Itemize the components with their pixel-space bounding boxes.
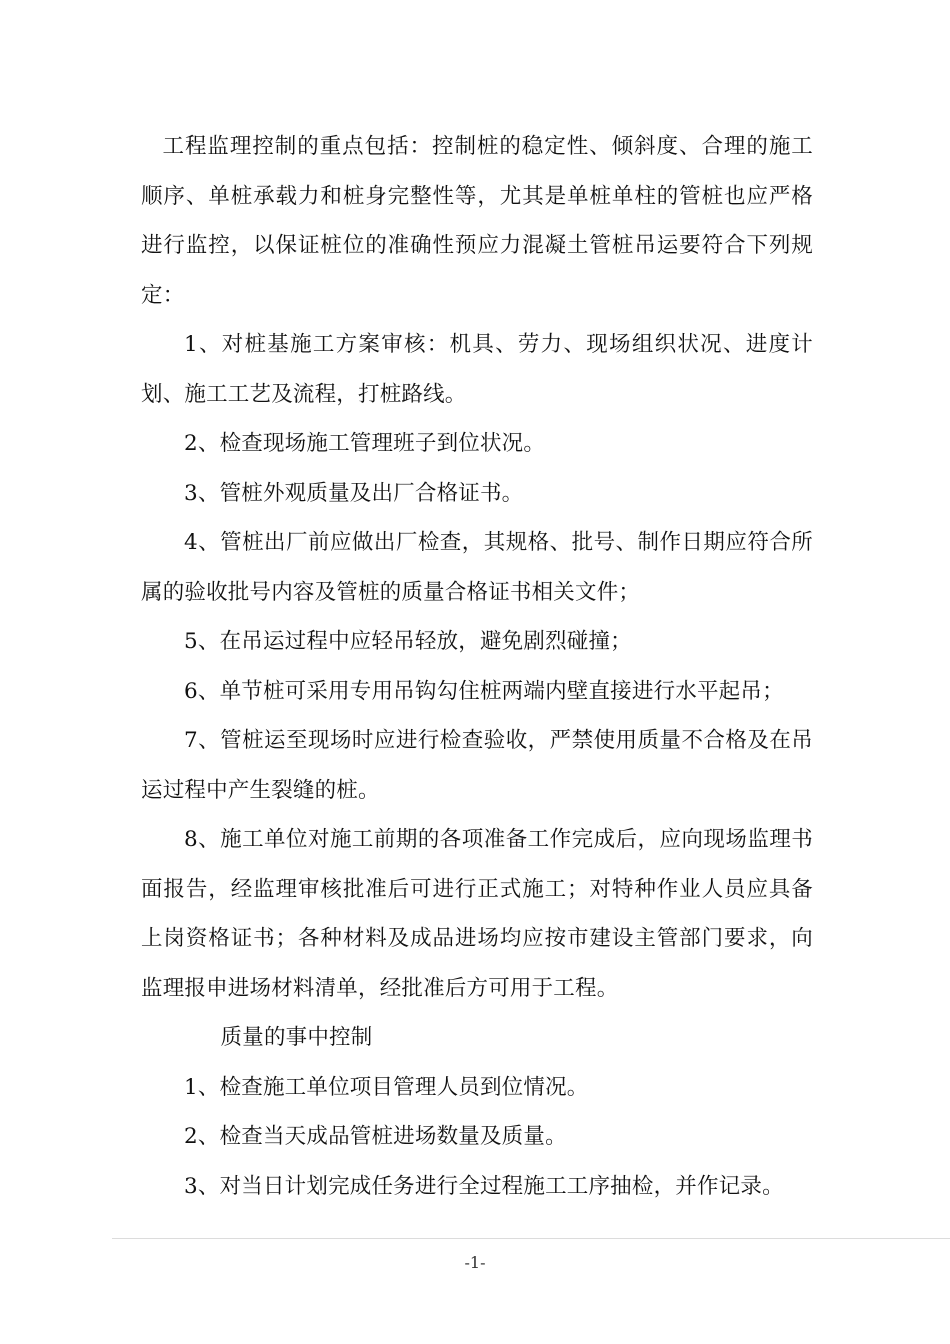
paragraph-item-7: 7、管桩运至现场时应进行检查验收，严禁使用质量不合格及在吊运过程中产生裂缝的桩。	[141, 728, 813, 803]
paragraph-item-5: 5、在吊运过程中应轻吊轻放，避免剧烈碰撞；	[184, 629, 632, 654]
paragraph-item-3: 3、管桩外观质量及出厂合格证书。	[184, 480, 524, 506]
footer-divider	[112, 1238, 950, 1239]
paragraph-item-1: 1、对桩基施工方案审核：机具、劳力、现场组织状况、进度计划、施工工艺及流程，打桩路线。	[141, 332, 813, 407]
paragraph-step-3: 3、对当日计划完成任务进行全过程施工工序抽检，并作记录。	[184, 1173, 784, 1199]
document-body	[141, 122, 813, 1211]
section-heading: 质量的事中控制	[220, 1025, 373, 1050]
paragraph-item-6: 6、单节桩可采用专用吊钩勾住桩两端内壁直接进行水平起吊；	[184, 678, 784, 704]
paragraph-step-2: 2、检查当天成品管桩进场数量及质量。	[184, 1124, 567, 1149]
paragraph-intro: 工程监理控制的重点包括：控制桩的稳定性、倾斜度、合理的施工顺序、单桩承载力和桩身完整性等，尤其是单桩单柱的管桩也应严格进行监控，以保证桩位的准确性预应力混凝土管桩吊运要符合下列规定：	[141, 134, 813, 308]
paragraph-item-4: 4、管桩出厂前应做出厂检查，其规格、批号、制作日期应符合所属的验收批号内容及管桩的质量合格证书相关文件；	[141, 530, 813, 605]
paragraph-step-1: 1、检查施工单位项目管理人员到位情况。	[184, 1074, 589, 1100]
paragraph-item-8: 8、施工单位对施工前期的各项准备工作完成后，应向现场监理书面报告，经监理审核批准后可进行正式施工；对特种作业人员应具备上岗资格证书；各种材料及成品进场均应按市建设主管部门要求，向监理报申进场材料清单，经批准后方可用于工程。	[141, 827, 813, 1001]
page-number: -1-	[464, 1253, 486, 1272]
paragraph-item-2: 2、检查现场施工管理班子到位状况。	[184, 431, 546, 456]
